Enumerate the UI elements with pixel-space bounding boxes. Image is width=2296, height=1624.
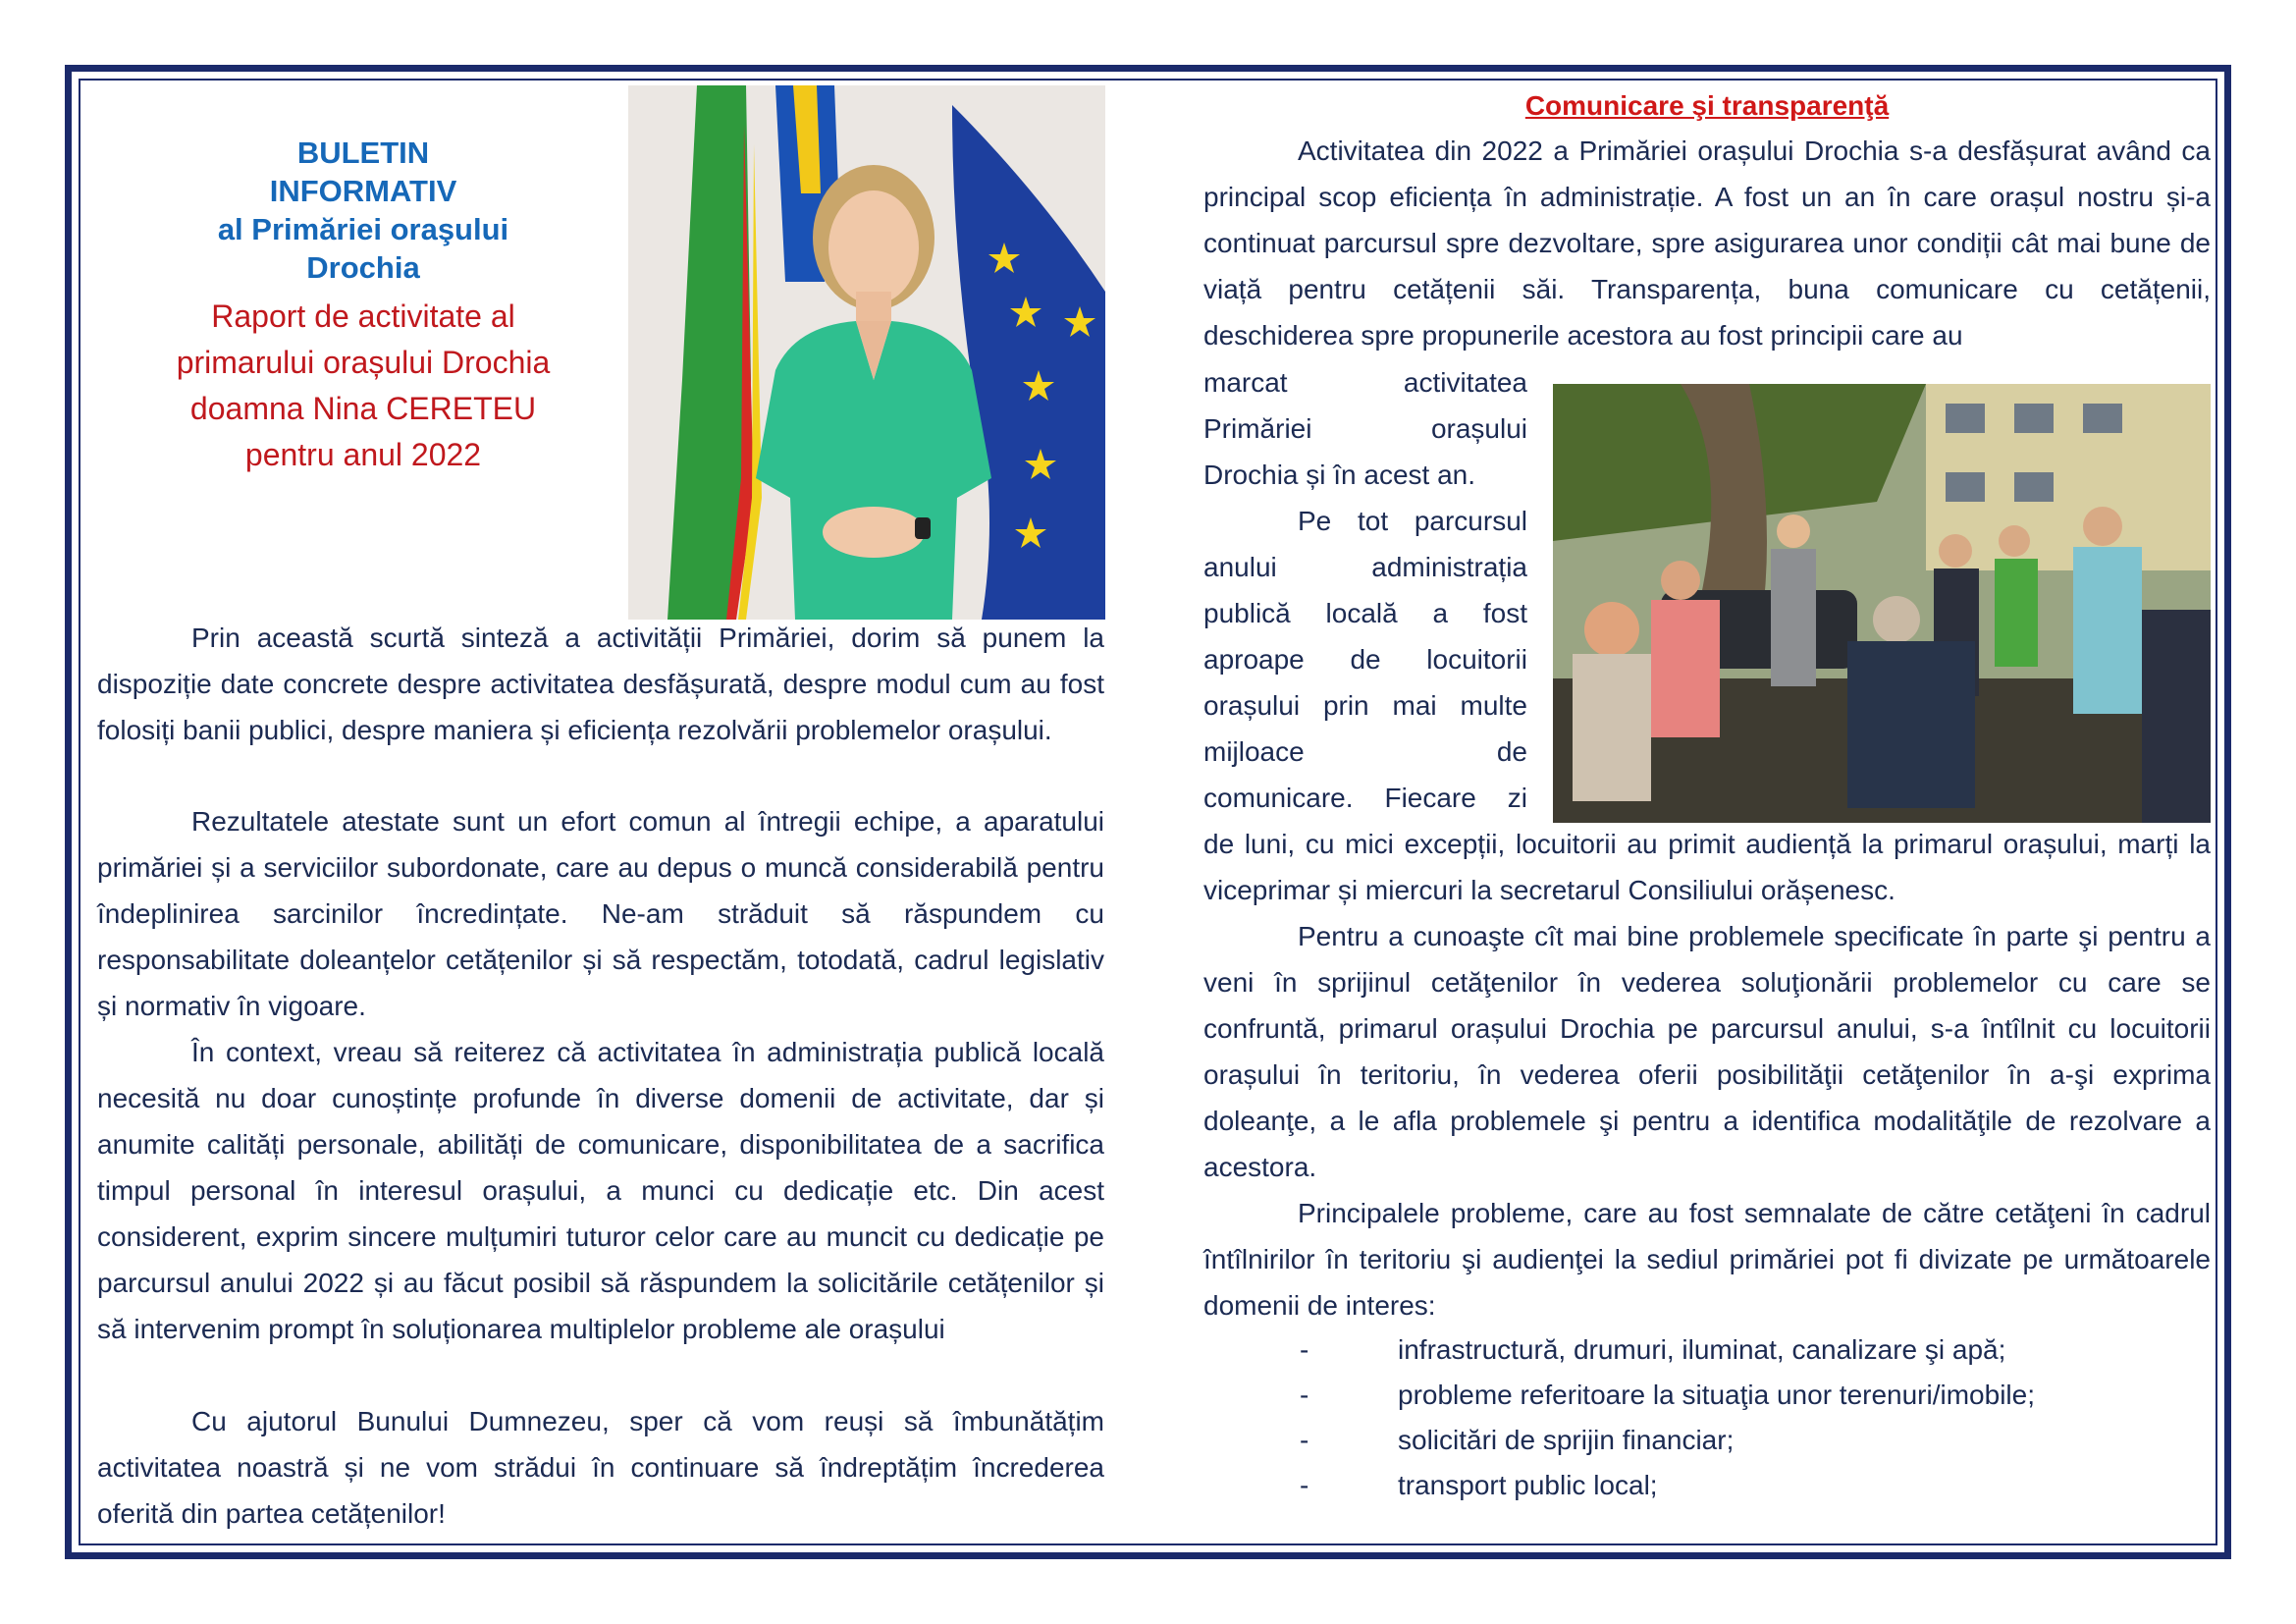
intro-paragraph-4: Cu ajutorul Bunului Dumnezeu, sper că vom reuși să îmbunătățim activitatea noastră și ne vom strădui în continuare să îndreptățim încrederea oferită din partea cetățenilor!	[97, 1406, 1104, 1529]
p1-tail-line-3: Drochia și în acest an.	[1203, 460, 1476, 490]
list-item: - transport public local;	[1300, 1470, 1658, 1500]
p2-line-3: publică locală a fost	[1203, 598, 1527, 628]
right-paragraph-3: Pentru a cunoaşte cît mai bine problemele specificate în parte şi pentru a veni în sprijinul cetăţenilor în vederea soluţionării problemelor cu care se confruntă, primarul orașului Drochia pe parcursul anului, s-a întîlnit cu locuitorii orașului în teritoriu, în vederea oferii posibilităţii cetăţenilor în a-şi exprima doleanţe, a le afla problemele şi pentru a identifica modalităţile de rezolvare a acestora.	[1203, 921, 2211, 1182]
citizens-meeting-photo	[1553, 384, 2211, 823]
p2-line-6: mijloace de	[1203, 736, 1527, 767]
list-item: - solicitări de sprijin financiar;	[1300, 1425, 1735, 1455]
p1-tail-line-2: Primăriei orașului	[1203, 413, 1527, 444]
list-item: - probleme referitoare la situaţia unor terenuri/imobile;	[1300, 1380, 2035, 1410]
list-item: - infrastructură, drumuri, iluminat, canalizare şi apă;	[1300, 1334, 2006, 1365]
section-title: Comunicare şi transparenţă	[1524, 90, 1890, 121]
p2-line-5: orașului prin mai multe	[1203, 690, 1527, 721]
p2-line-4: aproape de locuitorii	[1203, 644, 1527, 675]
p2-line-1: Pe tot parcursul	[1298, 506, 1527, 536]
mayor-portrait-photo	[628, 85, 1105, 620]
masthead	[137, 134, 589, 478]
report-subtitle: Raport de activitate al primarului orașului Drochia doamna Nina CERETEU pentru anul 2022	[176, 298, 551, 472]
intro-paragraph-1: Prin această scurtă sinteză a activității Primăriei, dorim să punem la dispoziție date concrete despre activitatea desfășurată, despre modul cum au fost folosiți banii publici, despre maniera și eficiența rezolvării problemelor orașului.	[97, 623, 1104, 745]
bulletin-title: BULETIN INFORMATIV al Primăriei oraşului Drochia	[217, 135, 509, 285]
p2-line-7: comunicare. Fiecare zi	[1203, 783, 1527, 813]
p2-line-2: anului administrația	[1203, 552, 1527, 582]
intro-paragraph-3: În context, vreau să reiterez că activitatea în administrația publică locală necesită nu doar cunoștințe profunde în diverse domenii de activitate, dar și anumite calități personale, abilități de comunicare, disponibilitatea de a sacrifica timpul personal în interesul orașului, a munci cu dedicație etc. Din acest considerent, exprim sincere mulțumiri tuturor celor care au muncit cu dedicație pe parcursul anului 2022 și au făcut posibil să răspundem la solicitările cetățenilor și să intervenim prompt în soluționarea multiplelor probleme ale orașului	[97, 1037, 1104, 1344]
interest-domains-list	[1203, 1327, 2211, 1508]
intro-paragraph-2: Rezultatele atestate sunt un efort comun al întregii echipe, a aparatului primăriei și a serviciilor subordonate, care au depus o muncă considerabilă pentru îndeplinirea sarcinilor încredințate. Ne-am străduit să răspundem cu responsabilitate doleanțelor cetățenilor și să respectăm, totodată, cadrul legislativ și normativ în vigoare.	[97, 806, 1104, 1021]
right-paragraph-1: Activitatea din 2022 a Primăriei orașului Drochia s-a desfășurat având ca principal scop eficiența în administrație. A fost un an în care orașul nostru și-a continuat parcursul spre dezvoltare, spre asigurarea unor condiții cât mai bune de viață pentru cetățenii săi. Transparența, buna comunicare cu cetățenii, deschiderea spre propunerile acestora au fost principii care au	[1203, 135, 2211, 351]
right-paragraph-2-rest: de luni, cu mici excepții, locuitorii au primit audiență la primarul orașului, marți la viceprimar și miercuri la secretarul Consiliului orășenesc.	[1203, 829, 2211, 905]
p1-tail-line-1: marcat activitatea	[1203, 367, 1527, 398]
right-paragraph-4: Principalele probleme, care au fost semnalate de către cetăţeni în cadrul întîlnirilor în teritoriu şi audienţei la sediul primăriei pot fi divizate pe următoarele domenii de interes:	[1203, 1198, 2211, 1321]
